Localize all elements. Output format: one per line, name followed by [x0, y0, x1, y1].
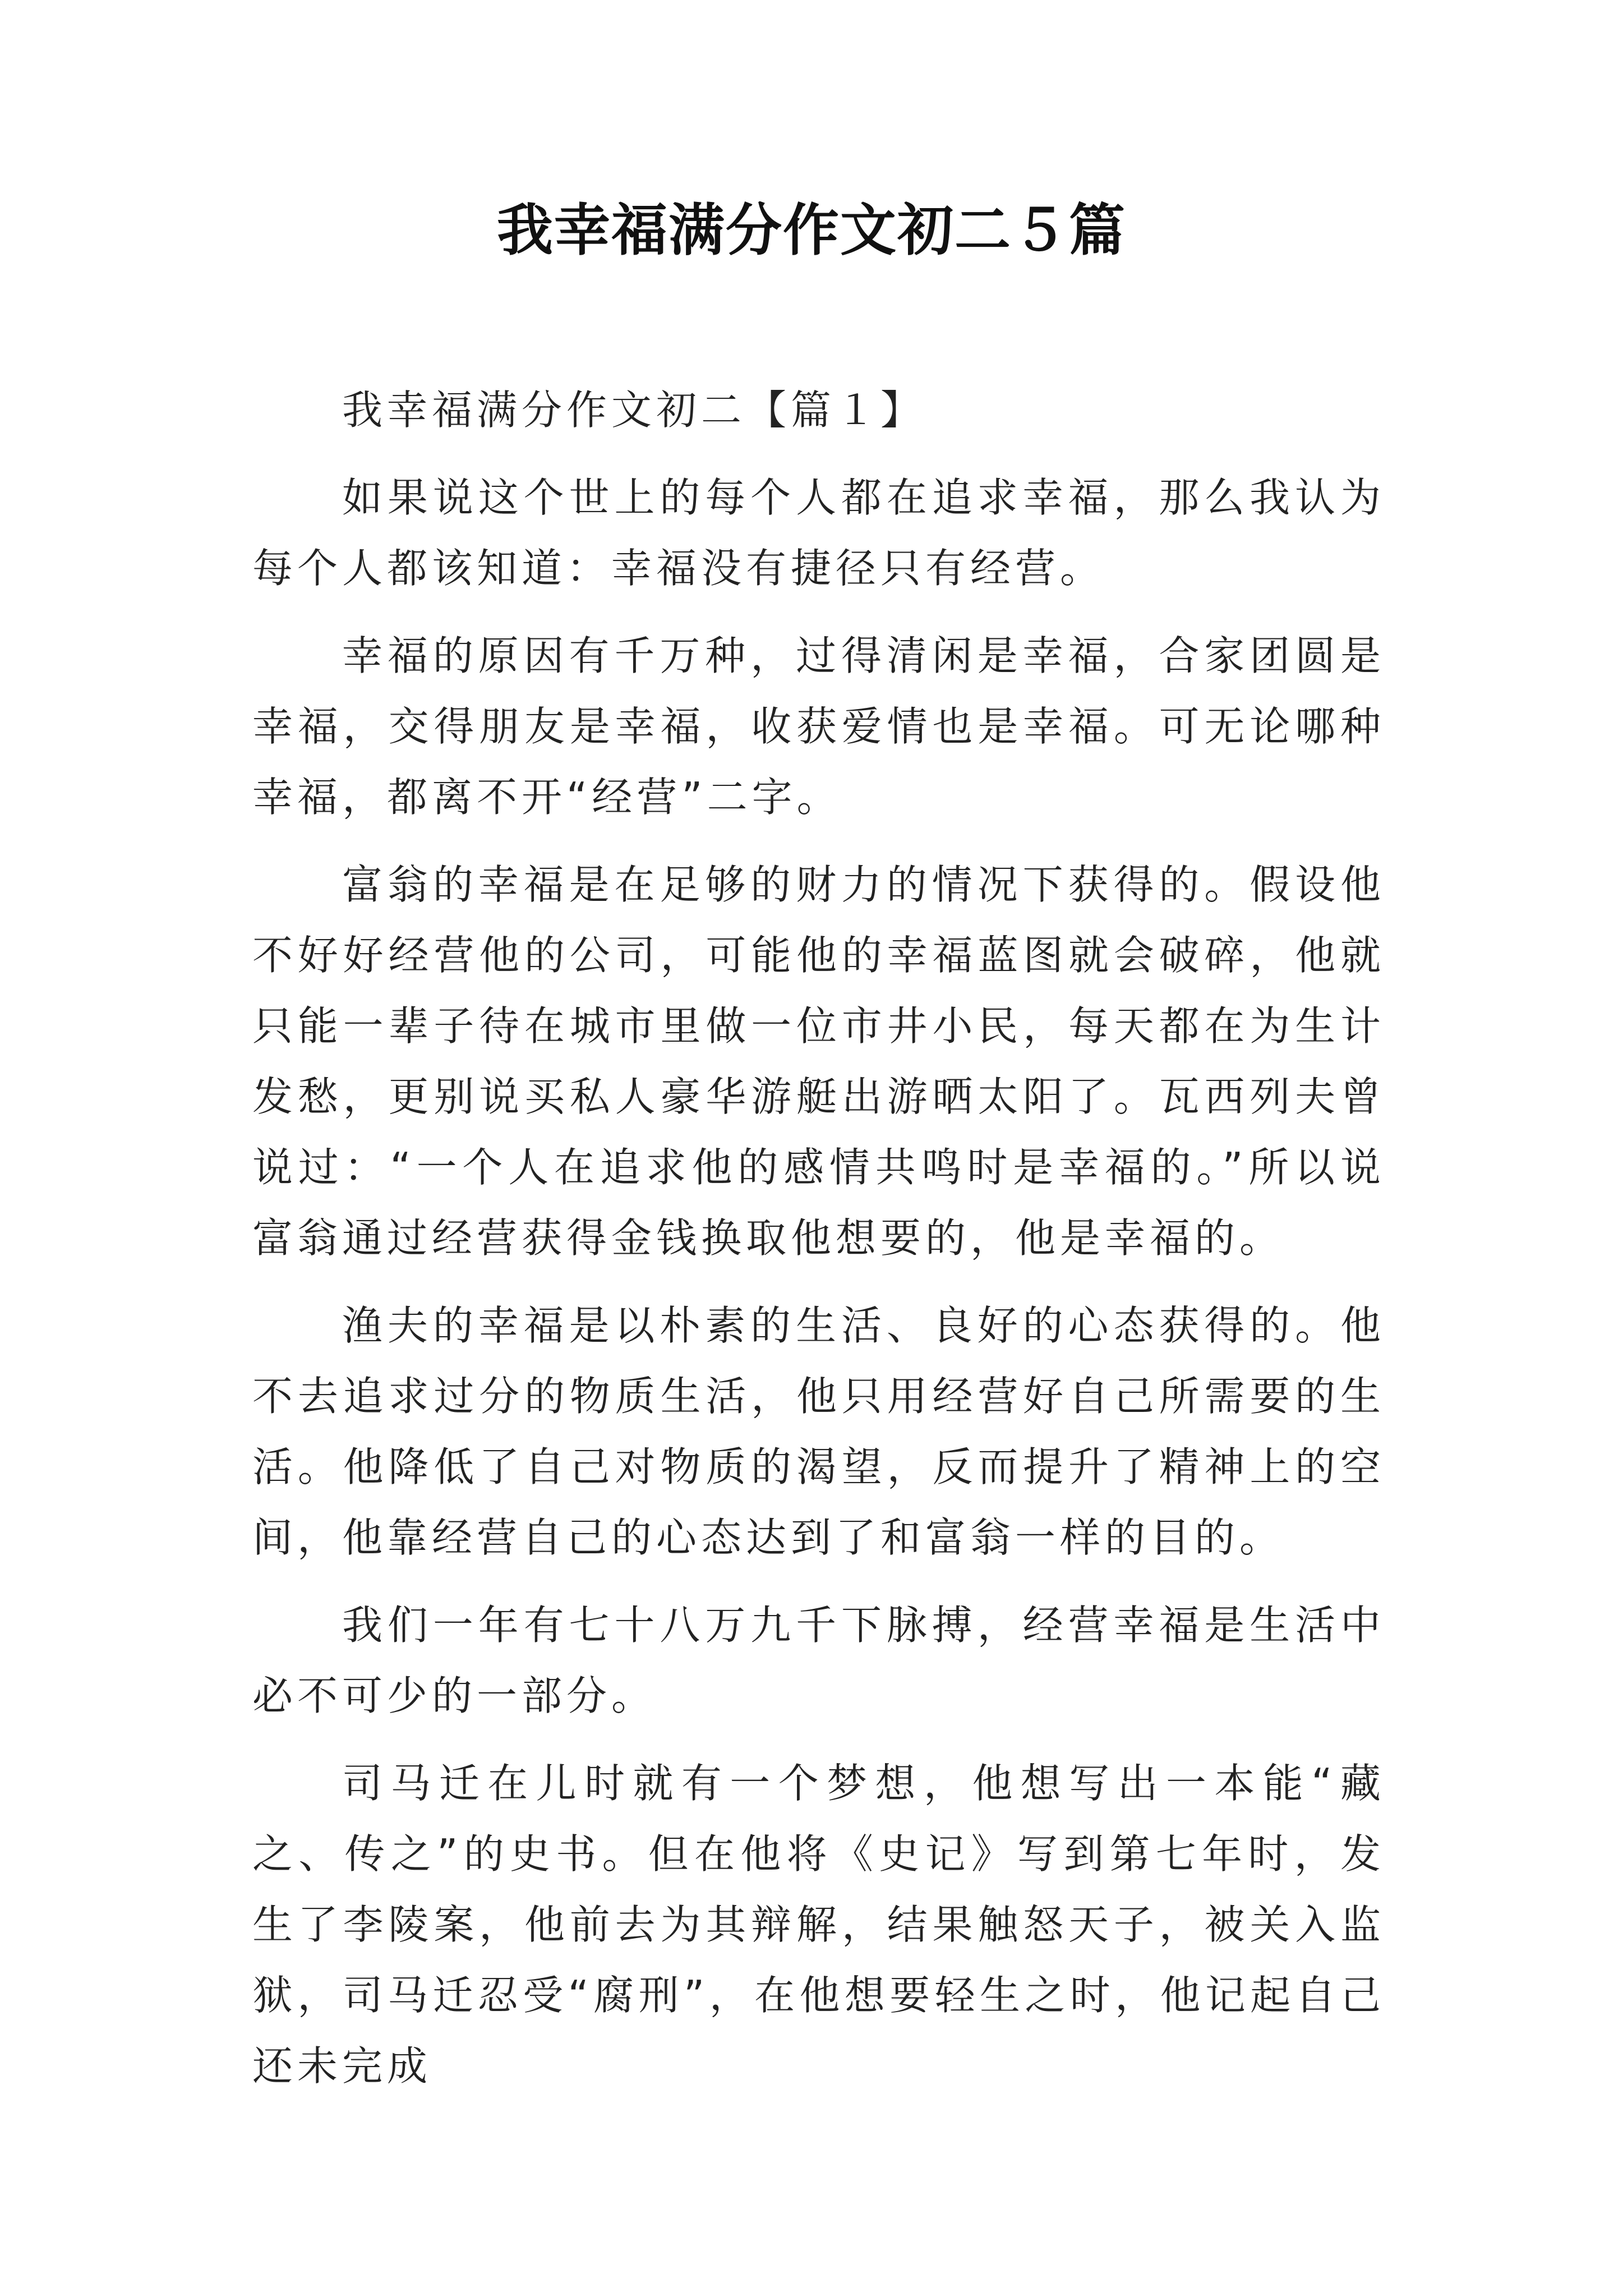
paragraph-6: 司马迁在儿时就有一个梦想，他想写出一本能“藏之、传之”的史书。但在他将《史记》写到第七年时，发生了李陵案，他前去为其辩解，结果触怒天子，被关入监狱，司马迁忍受“腐刑”，在他想要轻生之时，他记起自己还未完成 — [252, 1760, 1385, 2090]
paragraph-1: 如果说这个世上的每个人都在追求幸福，那么我认为每个人都该知道：幸福没有捷径只有经营。 — [252, 474, 1385, 592]
section-heading: 我幸福满分作文初二【篇１】 — [342, 386, 926, 434]
document-title: 我幸福满分作文初二５篇 — [497, 197, 1126, 263]
paragraph-3: 富翁的幸福是在足够的财力的情况下获得的。假设他不好好经营他的公司，可能他的幸福蓝图就会破碎，他就只能一辈子待在城市里做一位市井小民，每天都在为生计发愁，更别说买私人豪华游艇出游晒太阳了。瓦西列夫曾说过：“一个人在追求他的感情共鸣时是幸福的。”所以说富翁通过经营获得金钱换取他想要的，他是幸福的。 — [252, 861, 1385, 1262]
paragraph-5: 我们一年有七十八万九千下脉搏，经营幸福是生活中必不可少的一部分。 — [252, 1602, 1385, 1719]
paragraph-2: 幸福的原因有千万种，过得清闲是幸福，合家团圆是幸福，交得朋友是幸福，收获爱情也是幸福。可无论哪种幸福，都离不开“经营”二字。 — [252, 632, 1385, 821]
document-body — [252, 375, 1385, 2118]
paragraph-4: 渔夫的幸福是以朴素的生活、良好的心态获得的。他不去追求过分的物质生活，他只用经营好自己所需要的生活。他降低了自己对物质的渴望，反而提升了精神上的空间，他靠经营自己的心态达到了和富翁一样的目的。 — [252, 1302, 1385, 1561]
